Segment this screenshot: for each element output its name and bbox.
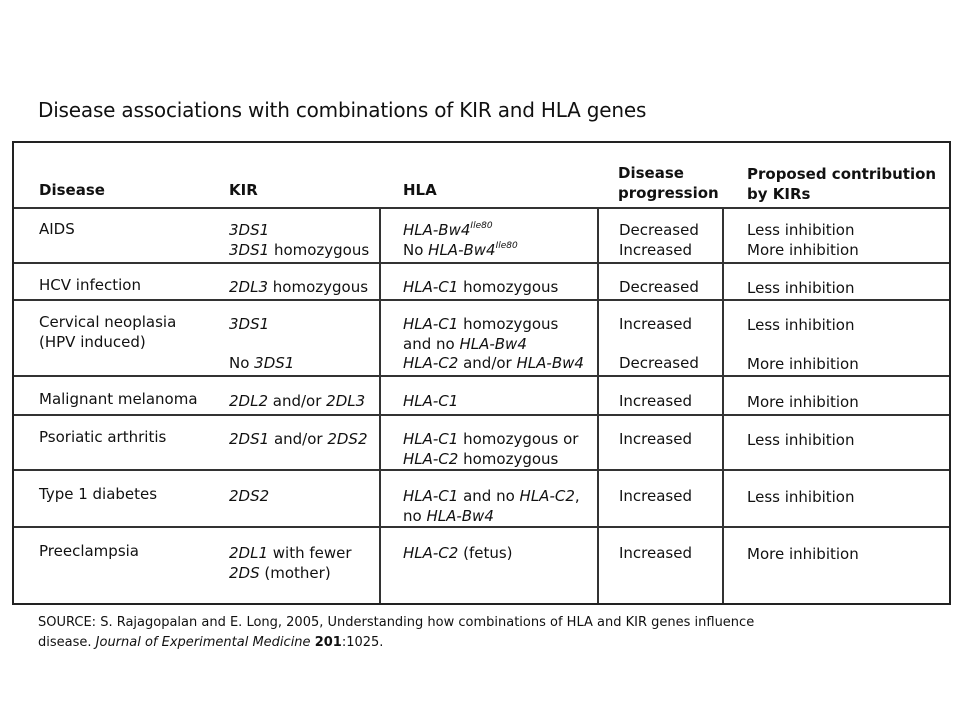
row-divider <box>14 375 949 377</box>
cell-kir: 3DS1 <box>229 315 270 333</box>
cell-disease: Psoriatic arthritis <box>39 428 167 446</box>
cell-hla: HLA-$Bw4^{Ile80}$ No HLA-$Bw4^{Ile80}$ <box>403 221 518 259</box>
column-divider <box>722 208 724 603</box>
header-hla: HLA <box>403 181 437 199</box>
cell-hla: HLA-C2 (fetus) <box>403 544 513 562</box>
cell-contribution: More inhibition <box>747 545 859 563</box>
cell-disease: AIDS <box>39 220 75 238</box>
cell-contribution: Less inhibition <box>747 488 855 506</box>
row-divider <box>14 526 949 528</box>
cell-disease: HCV infection <box>39 276 141 294</box>
cell-hla: HLA-C1 homozygous or HLA-C2 homozygous <box>403 430 579 468</box>
kir-hla-table <box>12 141 951 605</box>
cell-progression: Decreased Increased <box>619 221 699 259</box>
cell-contribution: More inhibition <box>747 355 859 373</box>
cell-disease: Preeclampsia <box>39 542 139 560</box>
row-divider <box>14 469 949 471</box>
page-title: Disease associations with combinations of KIR and HLA genes <box>38 98 647 122</box>
cell-disease: Cervical neoplasia (HPV induced) <box>39 313 177 351</box>
cell-hla: HLA-C1 homozygous <box>403 278 559 296</box>
cell-contribution: Less inhibition <box>747 316 855 334</box>
cell-kir: 2DS1 and/or 2DS2 <box>229 430 368 448</box>
cell-kir: 2DL2 and/or 2DL3 <box>229 392 366 410</box>
cell-hla: HLA-C1 and no HLA-C2, no HLA-Bw4 <box>403 487 580 525</box>
cell-contribution: More inhibition <box>747 393 859 411</box>
cell-progression: Increased <box>619 487 693 505</box>
cell-contribution: Less inhibition <box>747 279 855 297</box>
cell-kir: 2DL3 homozygous <box>229 278 369 296</box>
cell-kir: 2DL1 with fewer 2DS (mother) <box>229 544 352 582</box>
header-disease: Disease <box>39 181 105 199</box>
column-divider <box>379 208 381 603</box>
cell-hla: HLA-C1 <box>403 392 459 410</box>
cell-kir: No 3DS1 <box>229 354 295 372</box>
cell-progression: Decreased <box>619 354 699 372</box>
header-progression: Disease progression <box>618 164 719 202</box>
header-contribution: Proposed contribution by KIRs <box>747 165 937 203</box>
row-divider <box>14 414 949 416</box>
column-divider <box>597 208 599 603</box>
cell-progression: Increased <box>619 430 693 448</box>
header-kir: KIR <box>229 181 258 199</box>
row-divider <box>14 262 949 264</box>
cell-hla: HLA-C1 homozygous and no HLA-Bw4 HLA-C2 and/or HLA-Bw4 <box>403 315 584 372</box>
cell-disease: Type 1 diabetes <box>39 485 158 503</box>
row-divider <box>14 299 949 301</box>
header-divider <box>14 207 949 209</box>
cell-progression: Increased <box>619 392 693 410</box>
cell-progression: Increased <box>619 544 693 562</box>
cell-contribution: Less inhibition More inhibition <box>747 221 859 259</box>
cell-contribution: Less inhibition <box>747 431 855 449</box>
cell-disease: Malignant melanoma <box>39 390 198 408</box>
cell-progression: Increased <box>619 315 693 333</box>
cell-kir: 2DS2 <box>229 487 270 505</box>
cell-kir: 3DS1 3DS1 homozygous <box>229 221 370 259</box>
source-citation: SOURCE: S. Rajagopalan and E. Long, 2005, Understanding how combinations of HLA and KIR genes influence disease. Journal of Experimental Medicine 201:1025. <box>38 615 755 650</box>
cell-progression: Decreased <box>619 278 699 296</box>
